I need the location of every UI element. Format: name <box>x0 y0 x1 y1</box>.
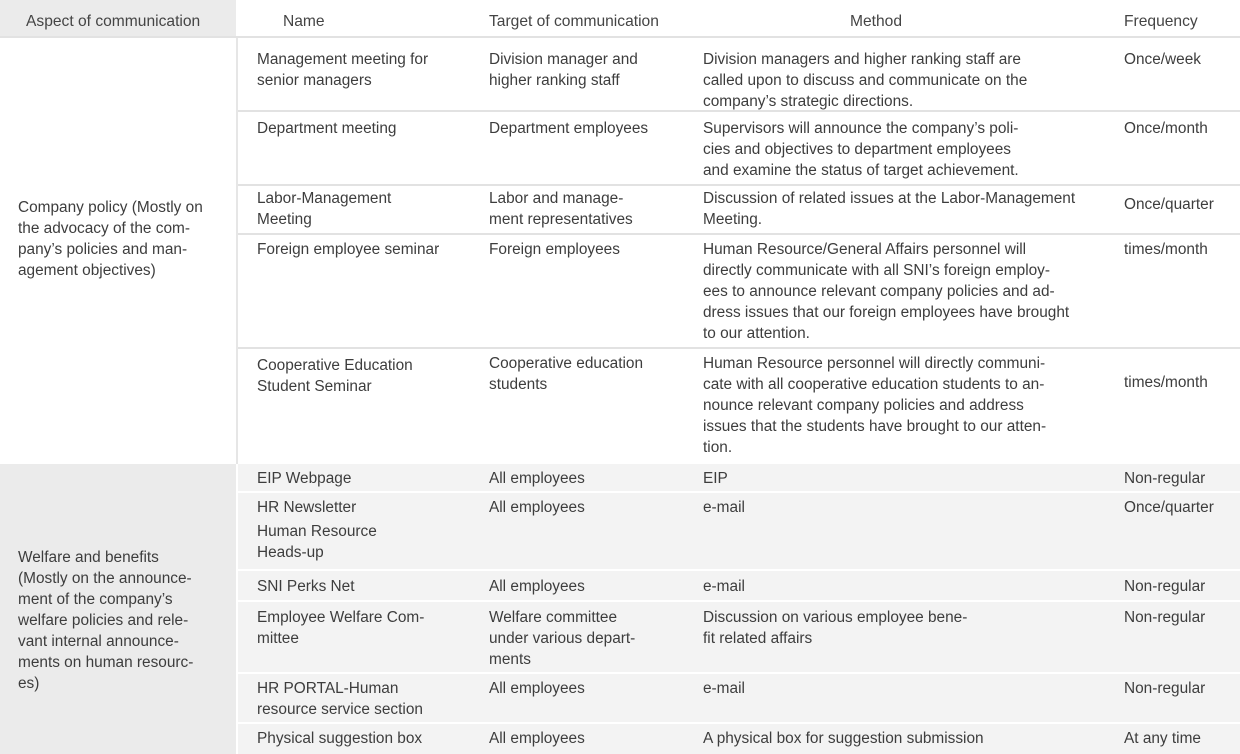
row-frequency: Non-regular <box>1124 470 1206 487</box>
row-divider <box>238 600 1240 602</box>
row-target: Cooperative education students <box>489 355 644 393</box>
row-frequency: Non-regular <box>1124 578 1206 595</box>
row-method: Human Resource/General Affairs personnel will directly communicate with all SNI’s foreign employ- ees to announce relevant company policies and ad- dress issues that our foreign employees have brought to our attention. <box>703 241 1070 342</box>
row-method: Human Resource personnel will directly communi- cate with all cooperative education students to an- nounce relevant company policies and address issues that the students have brought to our atten- tion. <box>703 355 1047 456</box>
row-divider <box>238 184 1240 186</box>
row-divider <box>238 347 1240 349</box>
row-target: Foreign employees <box>489 241 620 258</box>
row-method: e-mail <box>703 680 745 697</box>
row-name: Foreign employee seminar <box>257 241 440 258</box>
row-target: Department employees <box>489 120 649 137</box>
row-divider <box>238 672 1240 674</box>
row-target: Welfare committee under various depart- ments <box>489 609 636 668</box>
row-frequency: Non-regular <box>1124 680 1206 697</box>
row-divider <box>238 722 1240 724</box>
row-frequency: Once/week <box>1124 51 1201 68</box>
header-frequency: Frequency <box>1124 13 1198 30</box>
header-name: Name <box>283 13 325 30</box>
row-frequency: Non-regular <box>1124 609 1206 626</box>
header-row-background <box>238 0 1240 36</box>
row-name: Labor-Management Meeting <box>257 190 392 228</box>
row-frequency: At any time <box>1124 730 1201 747</box>
row-divider <box>238 110 1240 112</box>
row-name: Cooperative Education Student Seminar <box>257 357 413 395</box>
row-target: All employees <box>489 730 585 747</box>
row-name-secondary: Human Resource Heads-up <box>257 523 377 561</box>
row-name: HR PORTAL-Human resource service section <box>257 680 423 718</box>
row-method: Discussion of related issues at the Labor-Management Meeting. <box>703 190 1076 228</box>
row-name: EIP Webpage <box>257 470 352 487</box>
header-aspect: Aspect of communication <box>26 13 201 30</box>
row-frequency: Once/month <box>1124 120 1208 137</box>
row-target: All employees <box>489 470 585 487</box>
row-frequency: Once/quarter <box>1124 499 1214 516</box>
row-name: SNI Perks Net <box>257 578 355 595</box>
row-frequency: times/month <box>1124 241 1208 258</box>
row-method: EIP <box>703 470 728 487</box>
row-method: Discussion on various employee bene- fit related affairs <box>703 609 968 647</box>
header-target: Target of communication <box>489 13 659 30</box>
row-method: Division managers and higher ranking staff are called upon to discuss and communicate on the company’s strategic directions. <box>703 51 1028 110</box>
aspect-company-policy: Company policy (Mostly on the advocacy of the com- pany’s policies and man- agement objectives) <box>18 199 203 279</box>
row-method: e-mail <box>703 578 745 595</box>
row-target: All employees <box>489 499 585 516</box>
row-target: Labor and manage- ment representatives <box>489 190 633 228</box>
row-name: Physical suggestion box <box>257 730 423 747</box>
row-target: All employees <box>489 680 585 697</box>
row-divider <box>238 233 1240 235</box>
row-method: Supervisors will announce the company’s poli- cies and objectives to department employees and examine the status of target achievement. <box>703 120 1019 179</box>
row-frequency: times/month <box>1124 374 1208 391</box>
row-divider <box>238 569 1240 571</box>
row-method: e-mail <box>703 499 745 516</box>
row-target: All employees <box>489 578 585 595</box>
section-divider <box>236 38 238 464</box>
aspect-welfare: Welfare and benefits (Mostly on the announce- ment of the company’s welfare policies and rele- vant internal announce- ments on human resourc- es) <box>18 549 194 692</box>
row-name: HR Newsletter <box>257 499 357 516</box>
row-name: Management meeting for senior managers <box>257 51 429 89</box>
row-target: Division manager and higher ranking staff <box>489 51 638 89</box>
row-name: Department meeting <box>257 120 397 137</box>
row-name: Employee Welfare Com- mittee <box>257 609 425 647</box>
row-frequency: Once/quarter <box>1124 196 1214 213</box>
header-method: Method <box>850 13 903 30</box>
row-divider <box>238 491 1240 493</box>
row-method: A physical box for suggestion submission <box>703 730 984 747</box>
